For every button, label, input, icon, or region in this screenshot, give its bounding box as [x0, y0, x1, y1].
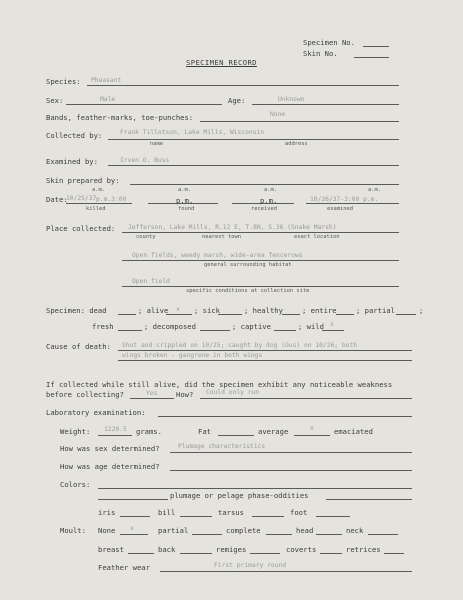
- fresh-line: [118, 330, 142, 331]
- cause-of-death-line1: Shot and crippled on 10/25; caught by dog (Gus) on 10/26; both: [122, 342, 358, 349]
- moult-coverts-label: coverts: [286, 545, 317, 554]
- examined-by-label: Examined by:: [46, 157, 98, 166]
- species-label: Species:: [46, 77, 81, 86]
- bands-value: None: [270, 111, 286, 118]
- dead-line: [118, 314, 136, 315]
- name-caption: name: [150, 141, 163, 147]
- wild-label: ; wild: [298, 322, 324, 331]
- foot-label: foot: [290, 508, 308, 517]
- age-determined-line: [170, 470, 412, 471]
- cause-line-2: [118, 360, 412, 361]
- skin-no-line: [354, 57, 389, 58]
- iris-line: [120, 516, 150, 517]
- decomposed-line: [200, 330, 230, 331]
- how-value: Could only run: [206, 389, 260, 396]
- bill-line: [180, 516, 212, 517]
- average-line: [294, 435, 330, 436]
- decomposed-label: ; decomposed: [144, 322, 196, 331]
- iris-label: iris: [98, 508, 116, 517]
- average-mark: x: [310, 425, 314, 432]
- answer-line: [130, 398, 174, 399]
- grams-label: grams.: [136, 427, 162, 436]
- colors-line: [98, 488, 412, 489]
- caption-county: county: [136, 234, 156, 240]
- sex-label: Sex:: [46, 96, 64, 105]
- wild-mark: x: [330, 321, 334, 328]
- date-examined-value: 10/26/37-3:00 p.m.: [310, 196, 379, 203]
- alive-label: ; alive: [138, 306, 169, 315]
- how-label: How?: [176, 390, 194, 399]
- moult-back-line: [180, 553, 212, 554]
- species-value: Pheasant: [91, 77, 122, 84]
- fat-line: [218, 435, 254, 436]
- am-2: a.m.: [178, 187, 191, 193]
- sex-determined-value: Plumage characteristics: [178, 443, 266, 450]
- bands-line: [200, 121, 399, 122]
- specimen-dead-label: Specimen: dead: [46, 306, 107, 315]
- form-title: SPECIMEN RECORD: [186, 58, 257, 67]
- moult-breast-line: [128, 553, 154, 554]
- average-label: average: [258, 427, 289, 436]
- collected-by-label: Collected by:: [46, 131, 103, 140]
- caption-received: received: [251, 206, 277, 212]
- weight-line: [98, 435, 132, 436]
- moult-partial-line: [192, 534, 222, 535]
- am-3: a.m.: [264, 187, 277, 193]
- tarsus-line: [252, 516, 284, 517]
- age-value: Unknown: [278, 96, 305, 103]
- collected-by-line: [108, 139, 399, 140]
- place-collected-label: Place collected:: [46, 224, 116, 233]
- date-received-line: [232, 203, 294, 204]
- feather-wear-line: [160, 571, 412, 572]
- sex-value: Male: [100, 96, 116, 103]
- moult-head-label: head: [296, 526, 314, 535]
- caption-nearest-town: nearest town: [202, 234, 241, 240]
- cause-line-1: [118, 350, 412, 351]
- emaciated-label: emaciated: [334, 427, 373, 436]
- date-found-line: [148, 203, 218, 204]
- examined-by-value: Irven O. Buss: [120, 157, 170, 164]
- partial-line: [396, 314, 416, 315]
- weakness-question: If collected while still alive, did the specimen exhibit any noticeable weakness: [46, 380, 393, 389]
- entire-line: [336, 314, 354, 315]
- colors-label: Colors:: [60, 480, 91, 489]
- moult-none-line: [120, 534, 148, 535]
- moult-none-label: None: [98, 526, 116, 535]
- moult-complete-line: [266, 534, 292, 535]
- examined-by-line: [108, 165, 399, 166]
- conditions-caption: specific conditions at collection site: [186, 288, 310, 294]
- address-caption: address: [285, 141, 308, 147]
- alive-mark: x: [176, 306, 180, 313]
- moult-retrices-label: retrices: [346, 545, 381, 554]
- weakness-answer: Yes: [146, 390, 158, 397]
- place-collected-line: [122, 232, 399, 233]
- fat-label: Fat: [198, 427, 211, 436]
- caption-found: found: [178, 206, 195, 212]
- healthy-label: ; healthy: [244, 306, 283, 315]
- species-line: [87, 85, 399, 86]
- skin-prepared-line: [130, 184, 399, 185]
- moult-remiges-line: [250, 553, 280, 554]
- skin-no-label: Skin No.: [303, 49, 338, 58]
- specimen-no-line: [363, 46, 389, 47]
- sick-line: [218, 314, 242, 315]
- moult-partial-label: partial: [158, 526, 189, 535]
- tarsus-label: tarsus: [218, 508, 244, 517]
- habitat-caption: general surrounding habitat: [204, 262, 292, 268]
- weight-value: 1220.5: [104, 426, 127, 433]
- cause-of-death-line2: wings broken - gangrene in both wings: [122, 352, 263, 359]
- weight-label: Weight:: [60, 427, 91, 436]
- plumage-line: [98, 499, 168, 500]
- date-killed-value: 10/25/37-: [66, 195, 101, 202]
- age-determined-label: How was age determined?: [60, 462, 160, 471]
- sick-label: ; sick: [194, 306, 220, 315]
- moult-neck-line: [368, 534, 398, 535]
- feather-wear-value: First primary round: [214, 562, 287, 569]
- partial-label: ; partial: [356, 306, 395, 315]
- sex-determined-line: [170, 452, 412, 453]
- caption-examined: examined: [327, 206, 353, 212]
- found-pm: p.m.: [176, 196, 194, 205]
- moult-neck-label: neck: [346, 526, 364, 535]
- caption-exact-location: exact location: [294, 234, 340, 240]
- foot-line: [316, 516, 350, 517]
- moult-head-line: [316, 534, 342, 535]
- lab-label: Laboratory examination:: [46, 408, 146, 417]
- caption-killed: killed: [86, 206, 106, 212]
- healthy-line: [282, 314, 300, 315]
- moult-label: Moult:: [60, 526, 86, 535]
- sex-determined-label: How was sex determined?: [60, 444, 160, 453]
- moult-none-mark: x: [130, 525, 134, 532]
- conditions-value: Open field: [132, 278, 170, 285]
- alive-line: [166, 314, 192, 315]
- end-semicolon: ;: [419, 306, 424, 315]
- date-examined-line: [306, 203, 399, 204]
- habitat-line: [122, 260, 399, 261]
- age-label: Age:: [228, 96, 246, 105]
- received-pm: p.m.: [260, 196, 278, 205]
- sex-line: [66, 104, 222, 105]
- wild-line: [322, 330, 344, 331]
- date-killed-time: p.m.3:00: [96, 196, 127, 203]
- moult-back-label: back: [158, 545, 176, 554]
- conditions-line: [122, 286, 399, 287]
- moult-retrices-line: [384, 553, 404, 554]
- place-collected-value: Jefferson, Lake Mills, R.12 E, T.8N, S.36 (Snake Marsh): [128, 224, 337, 231]
- entire-label: ; entire: [302, 306, 337, 315]
- skin-prepared-label: Skin prepared by:: [46, 176, 120, 185]
- am-4: a.m.: [368, 187, 381, 193]
- moult-breast-label: breast: [98, 545, 124, 554]
- collected-by-value: Frank Tillotson, Lake Mills, Wisconsin: [120, 129, 265, 136]
- plumage-line-end: [326, 499, 412, 500]
- moult-remiges-label: remiges: [216, 545, 247, 554]
- specimen-no-label: Specimen No.: [303, 38, 355, 47]
- moult-coverts-line: [320, 553, 342, 554]
- feather-wear-label: Feather wear: [98, 563, 150, 572]
- bill-label: bill: [158, 508, 176, 517]
- lab-line: [158, 416, 412, 417]
- captive-label: ; captive: [232, 322, 271, 331]
- am-1: a.m.: [92, 187, 105, 193]
- date-label: Date:: [46, 195, 68, 204]
- moult-complete-label: complete: [226, 526, 261, 535]
- bands-label: Bands, feather-marks, toe-punches:: [46, 113, 194, 122]
- age-line: [252, 104, 399, 105]
- plumage-caption: plumage or pelage phase-oddities: [170, 491, 309, 500]
- before-collecting-label: before collecting?: [46, 390, 124, 399]
- captive-line: [274, 330, 296, 331]
- fresh-label: fresh: [92, 322, 114, 331]
- habitat-value: Open fields, weedy marsh, wide-area fencerows: [132, 252, 303, 259]
- how-line: [200, 398, 412, 399]
- date-killed-line: [66, 203, 132, 204]
- cause-of-death-label: Cause of death:: [46, 342, 111, 351]
